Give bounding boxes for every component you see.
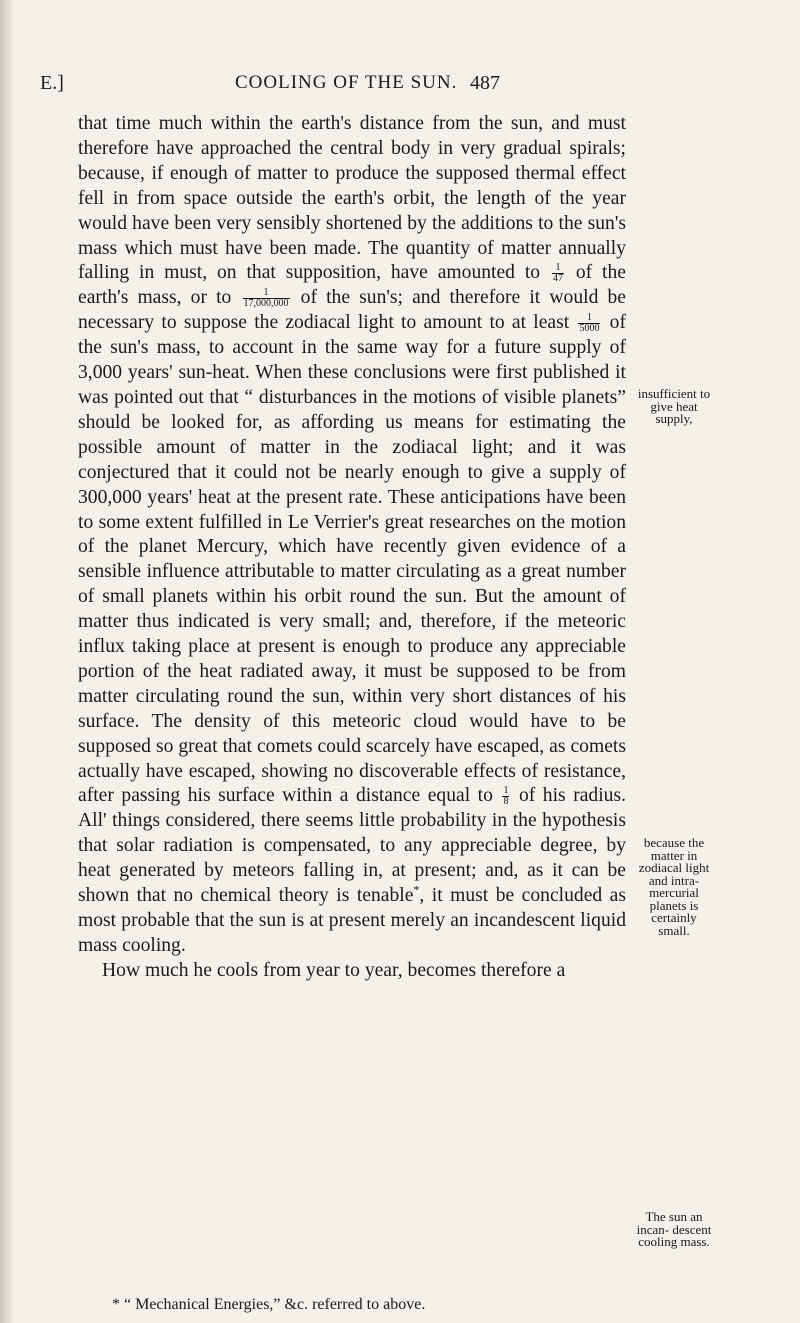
fraction-one-over-47: $\frac{1}{47}$ [552, 262, 563, 285]
paragraph-main [78, 112, 626, 959]
section-marker: E.] [40, 72, 64, 94]
footnote-reference: * [413, 882, 420, 897]
margin-note-sun-cooling: The sun an incan- descent cooling mass. [636, 1209, 712, 1249]
text-run: of the sun's; and therefore it would be necessary to suppose the zodiacal light to amount to at least [78, 287, 626, 334]
text-run: of his radius. All' things considered, there seems little probability in the hypothesis that solar radiation is compensated, to any appreciable degree, by heat generated by meteors falling in, at present; and, as it can be shown that no chemical theory is tenable [78, 785, 626, 907]
fraction-one-over-5000: $\frac{1}{5000}$ [579, 312, 600, 335]
text-run: that time much within the earth's distance from the sun, and must therefore have approached the central body in very gradual spirals; because, if enough of matter to produce the supposed thermal effect fell in from space outside the earth's orbit, the length of the year would have been very sensibly shortened by the additions to the sun's mass which must have been made. The quantity of matter annually falling in must, on that supposition, have amounted to [78, 113, 626, 284]
text-run: How much he cools from year to year, becomes therefore a [102, 959, 566, 981]
body-text [78, 112, 626, 984]
margin-note-insufficient: insufficient to give heat supply, [637, 386, 711, 426]
running-title: COOLING OF THE SUN. [235, 72, 458, 93]
text-run: , it must be concluded as most probable that the sun is at present merely an incandescent liquid mass cooling. [78, 885, 626, 956]
margin-note-zodiacal: because the matter in zodiacal light and intra-mercurial planets is certainly small. [638, 835, 710, 938]
fraction-one-over-8: $\frac{1}{8}$ [503, 785, 509, 808]
page-number: 487 [470, 72, 500, 94]
footnote: * “ Mechanical Energies,” &c. referred to above. [112, 1296, 426, 1313]
fraction-one-over-17000000: $\frac{1}{17,000,000}$ [243, 287, 289, 310]
text-run: of the earth's mass, or to [78, 262, 626, 309]
paragraph-next [78, 959, 626, 984]
text-run: of the sun's mass, to account in the same way for a future supply of 3,000 years' sun-heat. When these conclusions were first published it was pointed out that “ disturbances in the motions of visible planets” should be looked for, as affording us means for estimating the possible amount of matter in the zodiacal light; and it was conjectured that it could not be nearly enough to give a supply of 300,000 years' heat at the present rate. These anticipations have been to some extent fulfilled in Le Verrier's great researches on the motion of the planet Mercury, which have recently given evidence of a sensible influence attributable to matter circulating as a great number of small planets within his orbit round the sun. But the amount of matter thus indicated is very small; and, therefore, if the meteoric influx taking place at present is enough to produce any appreciable portion of the heat radiated away, it must be supposed to be from matter circulating round the sun, within very short distances of his surface. The density of this meteoric cloud would have to be supposed so great that comets could scarcely have escaped, as comets actually have escaped, showing no discoverable effects of resistance, after passing his surface within a distance equal to [78, 312, 626, 807]
page-header [40, 72, 500, 102]
page-binding-shadow [0, 0, 14, 1323]
